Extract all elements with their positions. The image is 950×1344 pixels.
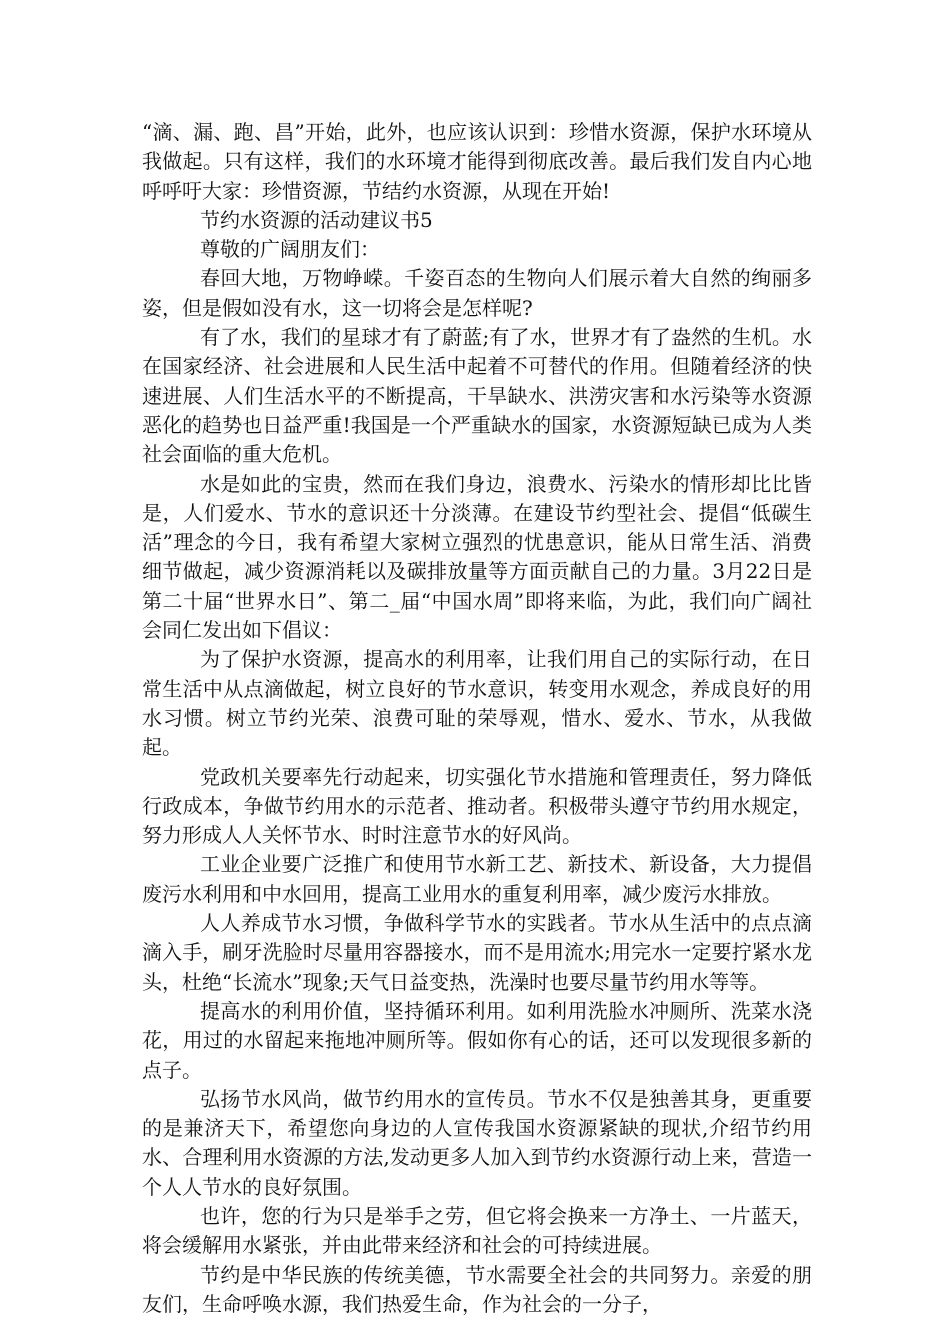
section-title: 节约水资源的活动建议书5	[200, 207, 433, 232]
paragraph: 春回大地，万物峥嵘。千姿百态的生物向人们展示着大自然的绚丽多姿，但是假如没有水，这一切将会是怎样呢?	[142, 266, 812, 320]
paragraph: 党政机关要率先行动起来，切实强化节水措施和管理责任，努力降低行政成本，争做节约用水的示范者、推动者。积极带头遵守节约用水规定，努力形成人人关怀节水、时时注意节水的好风尚。	[142, 764, 812, 848]
paragraph-continuation: “滴、漏、跑、昌”开始，此外，也应该认识到：珍惜水资源，保护水环境从我做起。只有这样，我们的水环境才能得到彻底改善。最后我们发自内心地呼呼吁大家：珍惜资源，节结约水资源，从现在开始!	[142, 120, 812, 203]
document-body	[142, 118, 812, 1319]
paragraph: 水是如此的宝贵，然而在我们身边，浪费水、污染水的情形却比比皆是，人们爱水、节水的意识还十分淡薄。在建设节约型社会、提倡“低碳生活”理念的今日，我有希望大家树立强烈的忧患意识，能从日常生活、消费细节做起，减少资源消耗以及碳排放量等方面贡献自己的力量。3月22日是第二十届“世界水日”、第二_届“中国水周”即将来临，为此，我们向广阔社会同仁发出如下倡议：	[142, 471, 812, 643]
paragraph: 弘扬节水风尚，做节约用水的宣传员。节水不仅是独善其身，更重要的是兼济天下，希望您向身边的人宣传我国水资源紧缺的现状,介绍节约用水、合理利用水资源的方法,发动更多人加入到节约水资源行动上来，营造一个人人节水的良好氛围。	[142, 1086, 812, 1199]
paragraph: 节约是中华民族的传统美德，节水需要全社会的共同努力。亲爱的朋友们，生命呼唤水源，我们热爱生命，作为社会的一分子，	[142, 1262, 812, 1316]
paragraph: 人人养成节水习惯，争做科学节水的实践者。节水从生活中的点点滴滴入手，刷牙洗脸时尽量用容器接水，而不是用流水;用完水一定要拧紧水龙头，杜绝“长流水”现象;天气日益变热，洗澡时也要尽量节约用水等等。	[142, 911, 812, 994]
salutation: 尊敬的广阔朋友们：	[200, 237, 380, 262]
paragraph: 提高水的利用价值，坚持循环利用。如利用洗脸水冲厕所、洗菜水浇花，用过的水留起来拖地冲厕所等。假如你有心的话，还可以发现很多新的点子。	[142, 998, 812, 1082]
paragraph: 工业企业要广泛推广和使用节水新工艺、新技术、新设备，大力提倡废污水利用和中水回用，提高工业用水的重复利用率，减少废污水排放。	[142, 852, 812, 906]
paragraph: 有了水，我们的星球才有了蔚蓝;有了水，世界才有了盎然的生机。水在国家经济、社会进展和人民生活中起着不可替代的作用。但随着经济的快速进展、人们生活水平的不断提高，干旱缺水、洪涝灾害和水污染等水资源恶化的趋势也日益严重!我国是一个严重缺水的国家，水资源短缺已成为人类社会面临的重大危机。	[142, 325, 812, 467]
paragraph: 也许，您的行为只是举手之劳，但它将会换来一方净土、一片蓝天，将会缓解用水紧张，并由此带来经济和社会的可持续进展。	[142, 1203, 812, 1258]
paragraph: 为了保护水资源，提高水的利用率，让我们用自己的实际行动，在日常生活中从点滴做起，树立良好的节水意识，转变用水观念，养成良好的用水习惯。树立节约光荣、浪费可耻的荣辱观，惜水、爱水、节水，从我做起。	[142, 647, 812, 760]
